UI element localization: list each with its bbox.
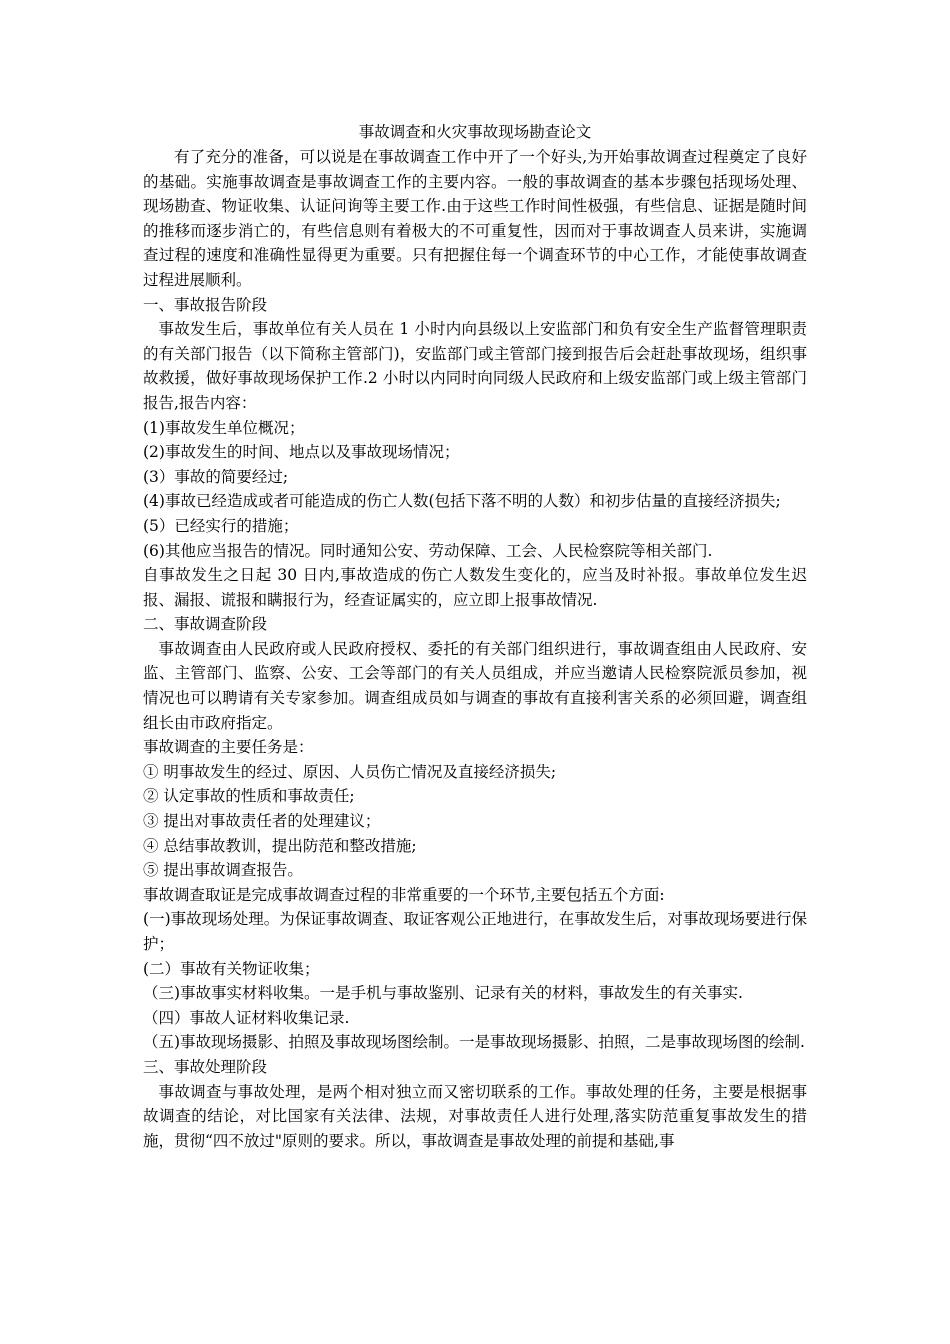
paragraph: ① 明事故发生的经过、原因、人员伤亡情况及直接经济损失; <box>143 762 557 781</box>
document-body <box>143 145 807 1153</box>
paragraph: (4)事故已经造成或者可能造成的伤亡人数(包括下落不明的人数）和初步估量的直接经济损失; <box>143 492 781 511</box>
paragraph: (6)其他应当报告的情况。同时通知公安、劳动保障、工会、人民检察院等相关部门. <box>143 541 713 560</box>
paragraph: 自事故发生之日起 30 日内,事故造成的伤亡人数发生变化的，应当及时补报。事故单位发生迟报、漏报、谎报和瞒报行为，经查证属实的，应立即上报事故情况. <box>143 566 807 609</box>
document-page <box>143 121 807 1153</box>
paragraph: 有了充分的准备，可以说是在事故调查工作中开了一个好头,为开始事故调查过程奠定了良好的基础。实施事故调查是事故调查工作的主要内容。一般的事故调查的基本步骤包括现场处理、现场勘查、物证收集、认证问询等主要工作.由于这些工作时间性极强，有些信息、证据是随时间的推移而逐步消亡的，有些信息则有着极大的不可重复性，因而对于事故调查人员来讲，实施调查过程的速度和准确性显得更为重要。只有把握住每一个调查环节的中心工作，才能使事故调查过程进展顺利。 <box>143 148 807 289</box>
paragraph: ④ 总结事故教训，提出防范和整改措施; <box>143 836 417 855</box>
paragraph: 事故调查取证是完成事故调查过程的非常重要的一个环节,主要包括五个方面: <box>143 885 665 904</box>
paragraph: 一、事故报告阶段 <box>143 295 268 314</box>
paragraph: （三)事故事实材料收集。一是手机与事故鉴别、记录有关的材料，事故发生的有关事实. <box>143 984 743 1003</box>
paragraph: (5）已经实行的措施； <box>143 516 299 535</box>
paragraph: 二、事故调查阶段 <box>143 615 268 634</box>
paragraph: (一)事故现场处理。为保证事故调查、取证客观公正地进行，在事故发生后，对事故现场要进行保护； <box>143 910 807 953</box>
paragraph: (二）事故有关物证收集； <box>143 959 320 978</box>
paragraph: 事故调查由人民政府或人民政府授权、委托的有关部门组织进行，事故调查组由人民政府、安监、主管部门、监察、公安、工会等部门的有关人员组成，并应当邀请人民检察院派员参加，视情况也可以聘请有关专家参加。调查组成员如与调查的事故有直接利害关系的必须回避，调查组组长由市政府指定。 <box>143 639 807 732</box>
paragraph: ③ 提出对事故责任者的处理建议； <box>143 812 381 831</box>
paragraph: （五)事故现场摄影、拍照及事故现场图绘制。一是事故现场摄影、拍照，二是事故现场图的绘制. <box>143 1033 805 1052</box>
paragraph: ② 认定事故的性质和事故责任; <box>143 787 355 806</box>
paragraph: 三、事故处理阶段 <box>143 1057 268 1076</box>
paragraph: ⑤ 提出事故调查报告。 <box>143 861 303 880</box>
paragraph: 事故调查与事故处理，是两个相对独立而又密切联系的工作。事故处理的任务，主要是根据事故调查的结论，对比国家有关法律、法规，对事故责任人进行处理,落实防范重复事故发生的措施，贯彻“四不放过"原则的要求。所以，事故调查是事故处理的前提和基础,事 <box>143 1082 807 1150</box>
paragraph: 事故发生后，事故单位有关人员在 1 小时内向县级以上安监部门和负有安全生产监督管理职责的有关部门报告（以下简称主管部门)，安监部门或主管部门接到报告后会赶赴事故现场，组织事故救援，做好事故现场保护工作.2 小时以内同时向同级人民政府和上级安监部门或上级主管部门报告,报告内容： <box>143 320 807 412</box>
paragraph: (1)事故发生单位概况； <box>143 418 305 437</box>
paragraph: (2)事故发生的时间、地点以及事故现场情况； <box>143 443 460 462</box>
document-title: 事故调查和火灾事故现场勘查论文 <box>358 123 592 141</box>
paragraph: （四）事故人证材料收集记录. <box>143 1008 350 1027</box>
paragraph: (3）事故的简要经过; <box>143 467 289 486</box>
paragraph: 事故调查的主要任务是： <box>143 738 314 757</box>
